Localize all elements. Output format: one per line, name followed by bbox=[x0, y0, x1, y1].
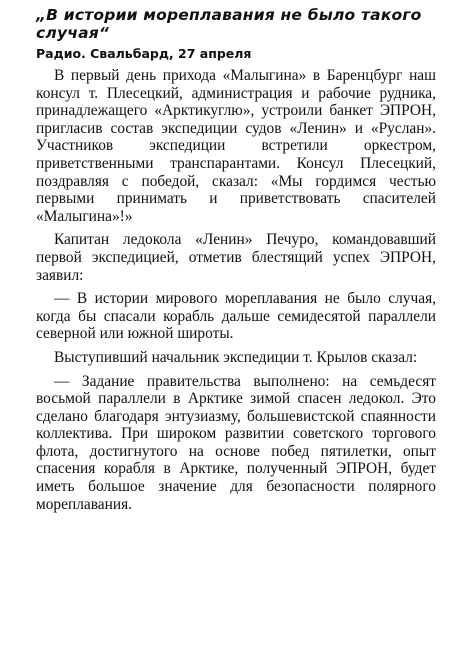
paragraph-captain-quote: — В истории мирового мореплавания не было случая, когда бы спасали корабль дальше семидесятой параллели северной или южной широты. bbox=[36, 290, 436, 343]
article-headline: „В истории мореплавания не было такого случая“ bbox=[36, 6, 422, 42]
paragraph-leader-intro: Выступивший начальник экспедиции т. Крылов сказал: bbox=[54, 348, 418, 366]
article-body bbox=[36, 67, 436, 519]
paragraph-arrival: В первый день прихода «Малыгина» в Баренцбург наш консул т. Плесецкий, администрация и рабочие рудника, принадлежащего «Арктикуглю», устроили банкет ЭПРОН, пригласив состав экспедиции судов «Ленин» и «Руслан». Участников экспедиции встретили оркестром, приветственными транспарантами. Консул Плесецкий, поздравляя с победой, сказал: «Мы гордимся честью первыми принимать и приветствовать спасителей «Малыгина»!» bbox=[36, 67, 436, 225]
paragraph-captain-intro: Капитан ледокола «Ленин» Печуро, командовавший первой экспедицией, отметив блестящий успех ЭПРОН, заявил: bbox=[36, 231, 436, 284]
article-dateline: Радио. Свальбард, 27 апреля bbox=[36, 46, 252, 61]
paragraph-leader-quote: — Задание правительства выполнено: на семьдесят восьмой параллели в Арктике зимой спасен ледокол. Это сделано благодаря энтузиазму, большевистской спаянности коллектива. При широком развитии советского торгового флота, достигнутого на основе побед пятилетки, опыт спасения корабля в Арктике, полученный ЭПРОН, будет иметь большое значение для безопасности полярного мореплавания. bbox=[36, 372, 436, 513]
